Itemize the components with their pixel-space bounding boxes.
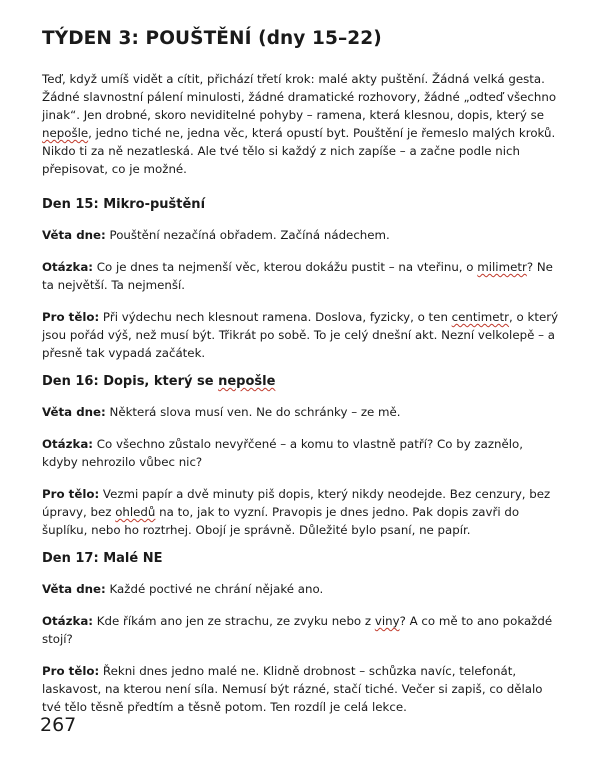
body-exercise <box>42 662 562 716</box>
text-run: , jedno tiché ne, jedna věc, která opustí byt. Pouštění je řemeslo malých kroků. Nikdo ti za ně nezatleská. Ale tvé tělo si každý z nich zapíše – a začne podle nich přepisovat, co je možné. <box>42 126 556 176</box>
body-exercise <box>42 485 562 539</box>
page-number: 267 <box>40 714 77 736</box>
entry-label: Otázka: <box>42 437 94 451</box>
entry-label: Věta dne: <box>42 405 106 419</box>
question <box>42 435 562 471</box>
spellcheck-word: viny <box>374 614 400 628</box>
entry-label: Otázka: <box>42 614 94 628</box>
sentence-of-day <box>42 580 562 598</box>
entry-label: Věta dne: <box>42 228 106 242</box>
entry-label: Pro tělo: <box>42 310 100 324</box>
spellcheck-word: centimetr <box>451 310 510 324</box>
text-run: Co všechno zůstalo nevyřčené – a komu to vlastně patří? Co by zaznělo, kdyby nehrozilo vůbec nic? <box>42 437 524 469</box>
entry-label: Pro tělo: <box>42 664 100 678</box>
text-run: Co je dnes ta nejmenší věc, kterou dokážu pustit – na vteřinu, o <box>93 260 478 274</box>
spellcheck-word: ohledů <box>115 505 156 519</box>
text-run: na to, jak to vyzní. Pravopis je dnes jedno. Pak dopis zavři do šuplíku, nebo ho roztrhej. Obojí je správně. Důležité bylo psaní, ne papír. <box>42 505 520 537</box>
day-heading <box>42 195 562 215</box>
text-run: Některá slova musí ven. Ne do schránky – ze mě. <box>105 405 401 419</box>
spellcheck-word: milimetr <box>477 260 527 274</box>
text-run: Teď, když umíš vidět a cítit, přichází třetí krok: malé akty puštění. Žádná velká gesta. Žádné slavnostní pálení minulosti, žádné dramatické rozhovory, žádné „odteď všechno jinak“. Jen drobné, skoro neviditelné pohyby – ramena, která klesnou, dopis, který se <box>42 72 557 122</box>
day-heading <box>42 549 562 569</box>
page-title: TÝDEN 3: POUŠTĚNÍ (dny 15–22) <box>42 28 382 49</box>
intro-paragraph <box>42 70 562 178</box>
sentence-of-day <box>42 226 562 244</box>
day-15-section <box>42 195 562 362</box>
entry-label: Věta dne: <box>42 582 106 596</box>
text-run: Při výdechu nech klesnout ramena. Doslova, fyzicky, o ten <box>99 310 452 324</box>
spellcheck-word: nepošle <box>42 126 89 140</box>
sentence-of-day <box>42 403 562 421</box>
text-run: Vezmi papír a dvě minuty piš dopis, který nikdy neodejde. Bez cenzury, bez úpravy, bez <box>42 487 551 519</box>
text-run: Den 15: Mikro-puštění <box>42 197 206 212</box>
entry-label: Otázka: <box>42 260 94 274</box>
text-run: Každé poctivé ne chrání nějaké ano. <box>105 582 324 596</box>
text-run: Den 16: Dopis, který se <box>42 374 219 389</box>
day-heading <box>42 372 562 392</box>
text-run: Den 17: Malé NE <box>42 551 163 566</box>
question <box>42 612 562 648</box>
text-run: Kde říkám ano jen ze strachu, ze zvyku nebo z <box>93 614 375 628</box>
text-run: ? A co mě to ano pokaždé stojí? <box>42 614 553 646</box>
text-run: Řekni dnes jedno malé ne. Klidně drobnost – schůzka navíc, telefonát, laskavost, na kterou není síla. Nemusí být rázné, stačí tiché. Večer si zapiš, co dělalo tvé tělo těsně předtím a těsně potom. Ten rozdíl je celá lekce. <box>42 664 543 714</box>
text-run: Pouštění nezačíná obřadem. Začíná nádechem. <box>105 228 390 242</box>
question <box>42 258 562 294</box>
day-17-section <box>42 549 562 716</box>
day-16-section <box>42 372 562 539</box>
page-content <box>42 26 562 730</box>
entry-label: Pro tělo: <box>42 487 100 501</box>
spellcheck-word: nepošle <box>218 374 276 389</box>
body-exercise <box>42 308 562 362</box>
text-run: , o který jsou pořád výš, než musí být. Třikrát po sobě. To je celý dnešní akt. Nezní velkolepě – a přesně tak vypadá začátek. <box>42 310 559 360</box>
text-run: ? Ne ta největší. Ta nejmenší. <box>42 260 553 292</box>
